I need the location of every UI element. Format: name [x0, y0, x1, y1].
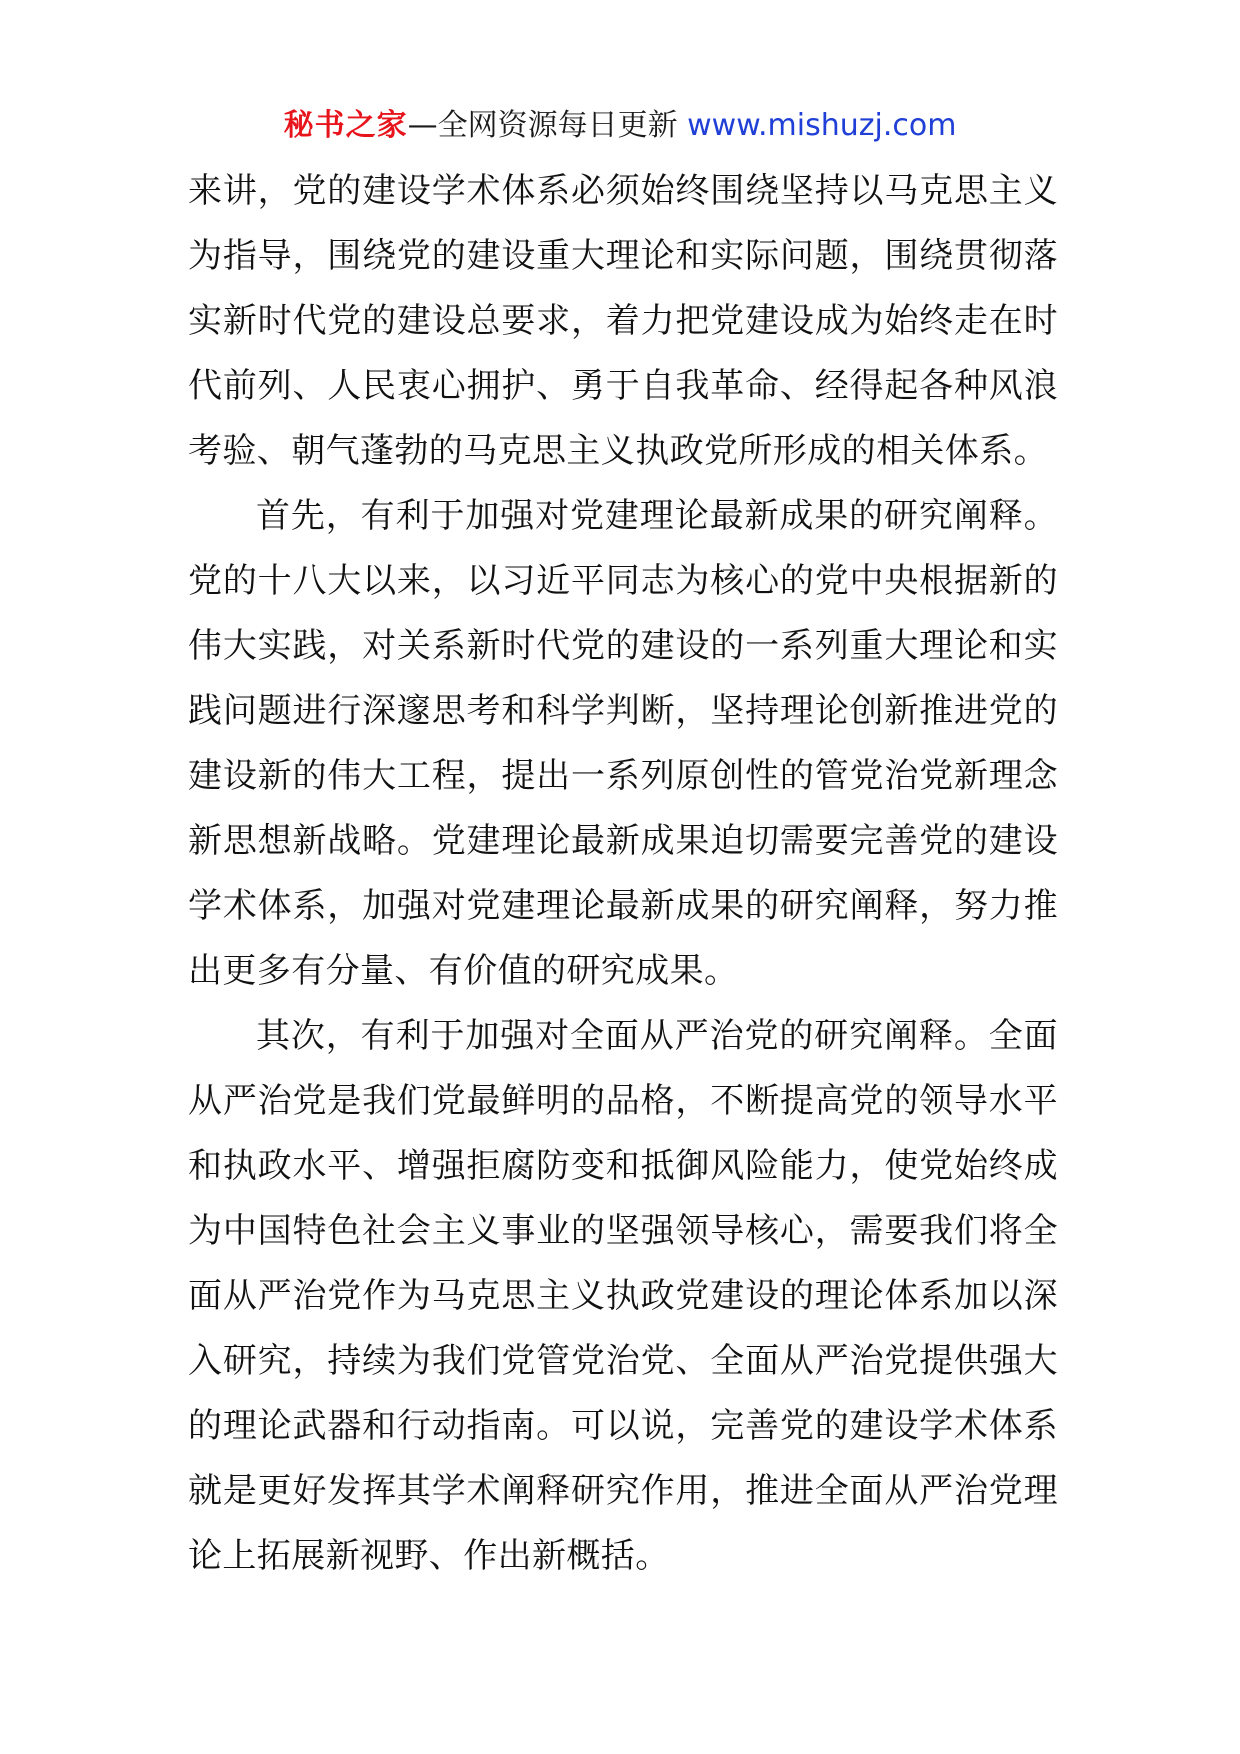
page-header — [0, 104, 1240, 148]
brand-name: 秘书之家 — [283, 108, 408, 143]
header-tagline: —全网资源每日更新 — [407, 108, 688, 143]
paragraph-first-point: 首先，有利于加强对党建理论最新成果的研究阐释。党的十八大以来，以习近平同志为核心的党中央根据新的伟大实践，对关系新时代党的建设的一系列重大理论和实践问题进行深邃思考和科学判断，坚持理论创新推进党的建设新的伟大工程，提出一系列原创性的管党治党新理念新思想新战略。党建理论最新成果迫切需要完善党的建设学术体系，加强对党建理论最新成果的研究阐释，努力推出更多有分量、有价值的研究成果。 — [188, 496, 1058, 991]
paragraph-second-point: 其次，有利于加强对全面从严治党的研究阐释。全面从严治党是我们党最鲜明的品格，不断提高党的领导水平和执政水平、增强拒腐防变和抵御风险能力，使党始终成为中国特色社会主义事业的坚强领导核心，需要我们将全面从严治党作为马克思主义执政党建设的理论体系加以深入研究，持续为我们党管党治党、全面从严治党提供强大的理论武器和行动指南。可以说，完善党的建设学术体系就是更好发挥其学术阐释研究作用，推进全面从严治党理论上拓展新视野、作出新概括。 — [188, 1016, 1058, 1576]
document-body — [188, 159, 1058, 1589]
paragraph-continuation: 来讲，党的建设学术体系必须始终围绕坚持以马克思主义为指导，围绕党的建设重大理论和实际问题，围绕贯彻落实新时代党的建设总要求，着力把党建设成为始终走在时代前列、人民衷心拥护、勇于自我革命、经得起各种风浪考验、朝气蓬勃的马克思主义执政党所形成的相关体系。 — [188, 171, 1058, 471]
website-link[interactable]: www.mishuzj.com — [687, 108, 957, 143]
